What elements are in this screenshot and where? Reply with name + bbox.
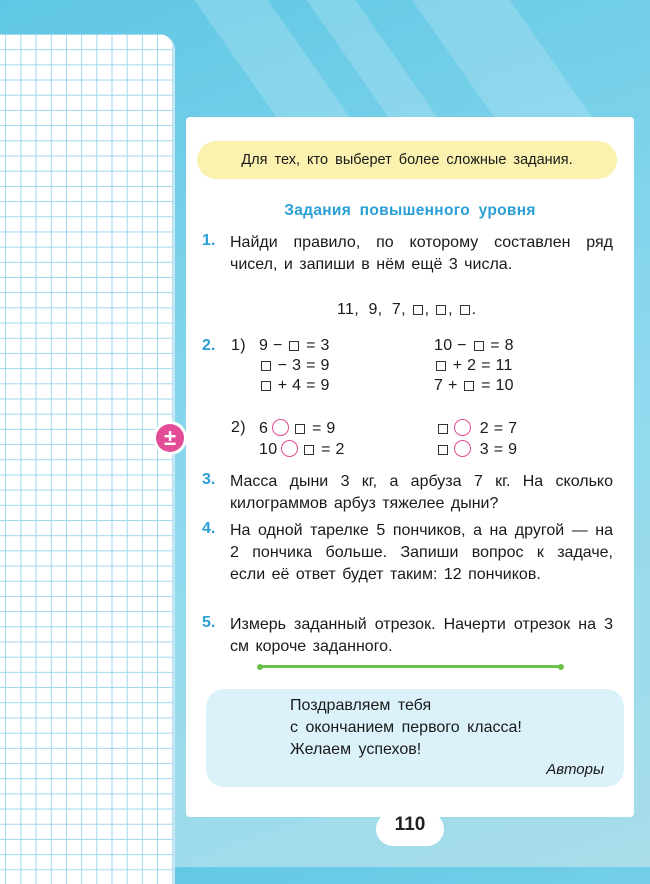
plus-minus-badge [153, 421, 187, 455]
section-title: Задания повышенного уровня [284, 202, 536, 219]
task-5-number: 5. [202, 614, 216, 631]
congrats-line-3: Желаем успехов! [290, 741, 422, 758]
equation-a2: − 3 = 9 [259, 357, 330, 375]
empty-circle-icon [454, 440, 471, 457]
empty-box-icon [261, 381, 271, 391]
task-2-part1-label: 1) [231, 337, 246, 354]
equation-d2: 3 = 9 [436, 440, 517, 459]
intro-banner [197, 141, 617, 179]
task-3-number: 3. [202, 471, 216, 488]
task-1-number: 1. [202, 232, 216, 249]
task-1-sequence: 11, 9, 7, , , . [337, 301, 477, 318]
equation-b2: + 2 = 11 [434, 357, 513, 375]
equation-b3: 7 + = 10 [434, 377, 514, 394]
intro-text: Для тех, кто выберет более сложные задания. [241, 152, 573, 168]
empty-box-icon [460, 305, 470, 315]
equation-c1: 6 = 9 [259, 420, 336, 437]
empty-box-icon [438, 424, 448, 434]
congratulations-box [206, 689, 624, 787]
equation-a1: 9 − = 3 [259, 337, 330, 354]
congrats-line-2: с окончанием первого класса! [290, 719, 522, 736]
task-5-text: Измерь заданный отрезок. Начерти отрезок на 3 см короче заданного. [230, 616, 613, 655]
empty-box-icon [261, 361, 271, 371]
task-1-text: Найди правило, по которому составлен ряд чисел, и запиши в нём ещё 3 числа. [230, 234, 613, 273]
sequence-values: 11, 9, 7, [337, 301, 406, 318]
empty-box-icon [304, 445, 314, 455]
empty-circle-icon [272, 419, 289, 436]
empty-circle-icon [281, 440, 298, 457]
authors-signature: Авторы [546, 761, 604, 778]
given-segment [260, 665, 561, 668]
empty-box-icon [464, 381, 474, 391]
empty-box-icon [413, 305, 423, 315]
task-4-text: На одной тарелке 5 пончиков, а на другой — на 2 пончика больше. Запиши вопрос к задаче, если её ответ будет таким: 12 пончиков. [230, 522, 613, 583]
empty-box-icon [289, 341, 299, 351]
task-2-number: 2. [202, 337, 216, 354]
empty-box-icon [436, 361, 446, 371]
empty-box-icon [438, 445, 448, 455]
task-4-number: 4. [202, 520, 216, 537]
equation-c2: 10 = 2 [259, 441, 345, 458]
equation-b1: 10 − = 8 [434, 337, 514, 354]
page-number: 110 [394, 814, 426, 835]
congrats-line-1: Поздравляем тебя [290, 697, 432, 714]
empty-circle-icon [454, 419, 471, 436]
grid-notebook-panel [0, 34, 175, 884]
equation-d1: 2 = 7 [436, 419, 517, 438]
plus-minus-icon: ± [156, 424, 184, 452]
empty-box-icon [295, 424, 305, 434]
equation-a3: + 4 = 9 [259, 377, 330, 395]
task-2-part2-label: 2) [231, 419, 246, 436]
empty-box-icon [474, 341, 484, 351]
empty-box-icon [436, 305, 446, 315]
task-3-text: Масса дыни 3 кг, а арбуза 7 кг. На сколько килограммов арбуз тяжелее дыни? [230, 473, 613, 512]
